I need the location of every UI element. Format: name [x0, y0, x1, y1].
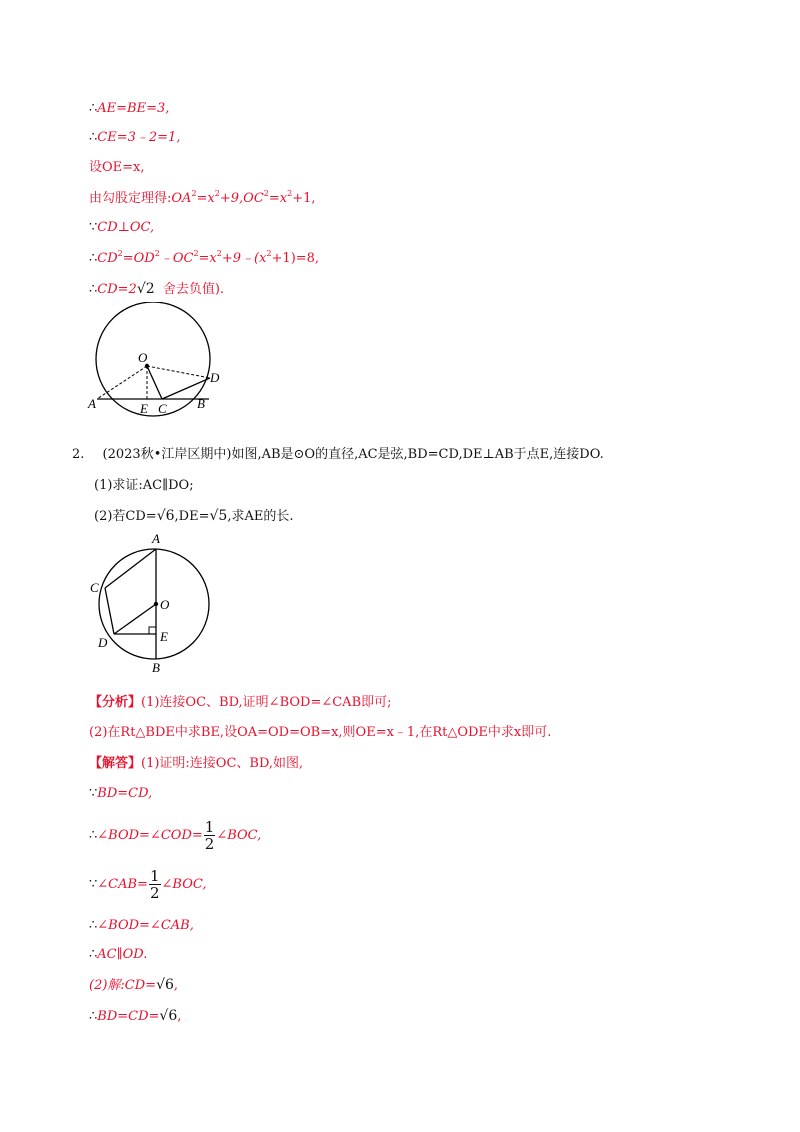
label-b: B [197, 396, 205, 411]
label-a: A [88, 396, 96, 411]
label-o: O [160, 597, 170, 612]
segment-oc [147, 366, 162, 399]
fraction-one-half: $\frac{1}{2}$ [149, 867, 160, 902]
line-cd-squared: $\therefore CD^2=OD^2﹣OC^2=x^2+9﹣(x^2+1)=8$, [89, 249, 320, 266]
segment-oa [97, 366, 147, 399]
label-o: O [138, 350, 148, 365]
solution-line-7: (2)解:CD=√6, [89, 977, 179, 993]
figure-1-circle-diagram [80, 302, 230, 422]
label-b: B [152, 660, 160, 675]
label-d: D [98, 635, 108, 650]
problem-2-question-2: (2)若CD=√6,DE=√5,求AE的长. [94, 508, 294, 524]
chord-cd [105, 588, 114, 634]
problem-2-question-1: (1)求证:AC∥DO; [94, 478, 194, 493]
line-ae-be: ∴AE=BE=3, [89, 101, 170, 116]
label-e: E [160, 629, 168, 644]
segment-do [114, 604, 156, 634]
label-a: A [152, 531, 160, 546]
label-c: C [90, 580, 99, 595]
right-angle-mark [149, 627, 156, 634]
solution-line-2: ∵BD=CD, [89, 786, 153, 801]
solution-line-1: 【解答】(1)证明:连接OC、BD,如图, [89, 756, 304, 771]
solution-line-3: ∴∠BOD=∠COD= $\frac{1}{2}$ ∠BOC, [89, 818, 262, 853]
analysis-line-2: (2)在Rt△BDE中求BE,设OA=OD=OB=x,则OE=x﹣1,在Rt△ODE中求x即可. [89, 725, 552, 740]
fraction-one-half: $\frac{1}{2}$ [204, 818, 215, 853]
analysis-line-1: 【分析】(1)连接OC、BD,证明∠BOD=∠CAB即可; [89, 695, 392, 710]
problem-2-stem: 2. (2023秋•江岸区期中)如图,AB是⊙O的直径,AC是弦,BD=CD,DE⊥AB于点E,连接DO. [72, 447, 604, 462]
label-c: C [158, 401, 167, 416]
line-ce: ∴CE=3﹣2=1, [89, 130, 181, 145]
solution-line-4: ∵∠CAB= $\frac{1}{2}$ ∠BOC, [89, 867, 207, 902]
segment-od [147, 366, 210, 378]
solution-line-5: ∴∠BOD=∠CAB, [89, 918, 194, 933]
line-pythagoras: 由勾股定理得$:OA^2=x^2+9,OC^2=x^2+1$, [89, 189, 316, 206]
center-point-o [154, 602, 158, 606]
line-set-oe: 设OE=x, [89, 160, 145, 175]
label-d: D [210, 370, 220, 385]
solution-line-8: ∴BD=CD=√6, [89, 1008, 182, 1024]
line-cd-perp-oc: ∵CD⊥OC, [89, 220, 155, 235]
solution-line-6: ∴AC∥OD. [89, 947, 148, 962]
label-e: E [140, 401, 148, 416]
figure-2-circle-diagram [86, 530, 216, 675]
line-cd-value: ∴CD=2√2 舍去负值). [89, 281, 225, 297]
